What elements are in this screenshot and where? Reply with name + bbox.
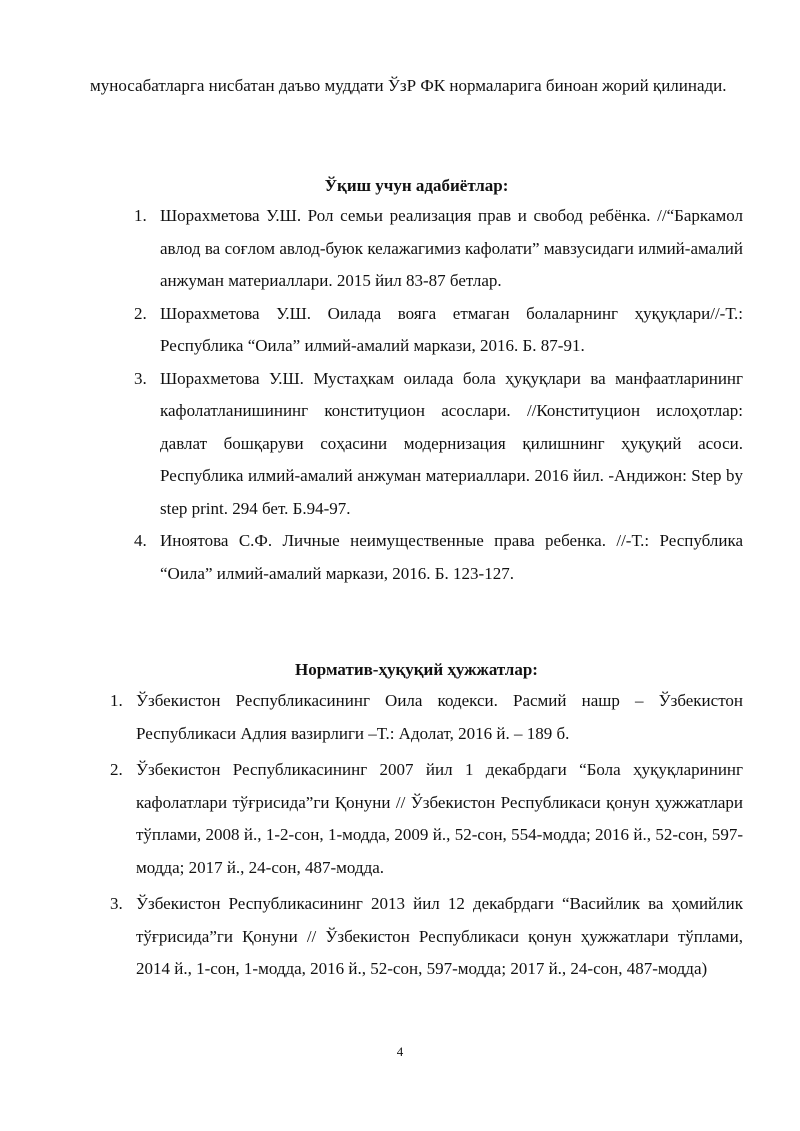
list-item-text: Шорахметова У.Ш. Рол семьи реализация прав и свобод ребёнка. //“Баркамол авлод ва соғлом авлод-буюк келажагимиз кафолати” мавзусидаги илмий-амалий анжуман материаллари. 2015 йил 83-87 бетлар.	[160, 206, 743, 290]
list-item-number: 1.	[134, 206, 147, 225]
normative-heading: Норматив-ҳуқуқий ҳужжатлар:	[295, 660, 538, 679]
list-item-text: Ўзбекистон Республикасининг Оила кодекси. Расмий нашр – Ўзбекистон Республикаси Адлия вазирлиги –Т.: Адолат, 2016 й. – 189 б.	[136, 691, 743, 743]
list-item-text: Ўзбекистон Республикасининг 2013 йил 12 декабрдаги “Васийлик ва ҳомийлик тўғрисида”ги Қонуни // Ўзбекистон Республикаси қонун ҳужжатлари тўплами, 2014 й., 1-сон, 1-модда, 2016 й., 52-сон, 597-модда; 2017 й., 24-сон, 487-модда)	[136, 894, 743, 978]
list-item-number: 2.	[134, 303, 147, 323]
list-item	[134, 200, 743, 298]
literature-list	[134, 200, 743, 590]
literature-heading: Ўқиш учун адабиётлар:	[324, 176, 509, 195]
list-item	[134, 298, 743, 363]
list-item-text: Шорахметова У.Ш. Оилада вояга етмаган болаларнинг ҳуқуқлари//-Т.: Республика “Оила” илмий-амалий маркази, 2016. Б. 87-91.	[160, 303, 743, 355]
normative-list	[110, 685, 743, 990]
list-item	[110, 888, 743, 986]
list-item	[110, 754, 743, 884]
list-item-number: 2.	[110, 760, 123, 779]
list-item	[134, 363, 743, 526]
list-item-number: 1.	[110, 691, 123, 710]
list-item	[110, 685, 743, 750]
list-item-text: Иноятова С.Ф. Личные неимущественные права ребенка. //-Т.: Республика “Оила” илмий-амалий маркази, 2016. Б. 123-127.	[160, 531, 743, 583]
page-number: 4	[396, 1044, 404, 1059]
list-item-text: Ўзбекистон Республикасининг 2007 йил 1 декабрдаги “Бола ҳуқуқларининг кафолатлари тўғрисида”ги Қонуни // Ўзбекистон Республикаси қонун ҳужжатлари тўплами, 2008 й., 1-2-сон, 1-модда, 2009 й., 52-сон, 554-модда; 2016 й., 52-сон, 597-модда; 2017 й., 24-сон, 487-модда.	[136, 760, 743, 877]
list-item-number: 3.	[110, 894, 123, 913]
list-item-number: 3.	[134, 368, 147, 388]
list-item-text: Шорахметова У.Ш. Мустаҳкам оилада бола ҳуқуқлари ва манфаатларининг кафолатланишининг конституцион асослари. //Конституцион ислоҳотлар: давлат бошқаруви соҳасини модернизация қилишнинг ҳуқуқий асоси. Республика илмий-амалий анжуман материаллари. 2016 йил. -Андижон: Step by step print. 294 бет. Б.94-97.	[160, 368, 743, 518]
list-item	[134, 525, 743, 590]
intro-paragraph: муносабатларга нисбатан даъво муддати ЎзР ФК нормаларига биноан жорий қилинади.	[90, 76, 727, 95]
list-item-number: 4.	[134, 531, 147, 550]
